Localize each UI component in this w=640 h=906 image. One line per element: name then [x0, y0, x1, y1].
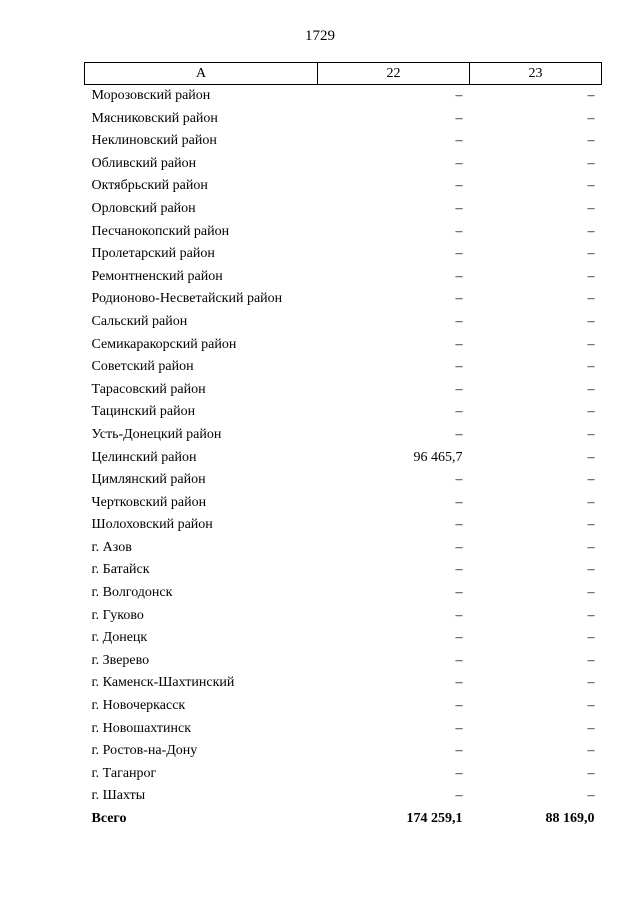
row-territory-name: Неклиновский район [91, 133, 217, 149]
row-territory-name: Орловский район [91, 200, 196, 216]
row-territory-name: Шолоховский район [91, 517, 213, 533]
table-row [85, 221, 602, 244]
table-row [85, 288, 602, 311]
table-row [85, 175, 602, 198]
row-territory-name: г. Ростов-на-Дону [91, 743, 198, 759]
total-value-col-23: 88 169,0 [545, 811, 595, 826]
table-row [85, 718, 602, 741]
row-value-col-22: – [455, 381, 463, 397]
table-row [85, 198, 602, 221]
row-territory-name: Сальский район [91, 313, 188, 329]
row-value-col-23: – [587, 539, 595, 555]
row-territory-name: г. Донецк [91, 630, 148, 646]
row-value-col-22: – [455, 607, 463, 623]
table-row [85, 379, 602, 402]
row-value-col-23: – [587, 472, 595, 488]
row-value-col-22: – [455, 698, 463, 714]
row-value-col-23: – [587, 449, 595, 465]
row-value-col-22: – [455, 223, 463, 239]
row-territory-name: г. Волгодонск [91, 585, 173, 601]
row-value-col-23: – [587, 404, 595, 420]
table-row [85, 130, 602, 153]
row-value-col-23: – [587, 675, 595, 691]
total-label: Всего [91, 811, 127, 826]
row-territory-name: Тарасовский район [91, 381, 206, 397]
table-header [85, 63, 602, 85]
table-row [85, 492, 602, 515]
table-row [85, 311, 602, 334]
row-value-col-23: – [587, 517, 595, 533]
row-value-col-22: – [455, 675, 463, 691]
row-value-col-23: – [587, 359, 595, 375]
row-territory-name: Октябрьский район [91, 178, 208, 194]
header-col-22: 22 [318, 63, 470, 85]
row-territory-name: г. Новочеркасск [91, 698, 186, 714]
row-value-col-23: – [587, 698, 595, 714]
row-value-col-22: – [455, 494, 463, 510]
row-territory-name: Мясниковский район [91, 110, 218, 126]
row-territory-name: Обливский район [91, 155, 197, 171]
row-territory-name: г. Таганрог [91, 765, 157, 781]
row-value-col-23: – [587, 268, 595, 284]
row-value-col-22: – [455, 585, 463, 601]
table-row [85, 763, 602, 786]
row-value-col-22: – [455, 472, 463, 488]
row-value-col-22: – [455, 200, 463, 216]
row-value-col-23: – [587, 200, 595, 216]
row-territory-name: Цимлянский район [91, 472, 206, 488]
header-col-23: 23 [470, 63, 602, 85]
row-value-col-23: – [587, 133, 595, 149]
row-territory-name: Целинский район [91, 449, 197, 465]
row-value-col-22: – [455, 562, 463, 578]
table-row [85, 469, 602, 492]
table-row [85, 785, 602, 808]
row-value-col-22: – [455, 336, 463, 352]
row-territory-name: г. Шахты [91, 788, 146, 804]
row-territory-name: Песчанокопский район [91, 223, 230, 239]
table-row [85, 514, 602, 537]
row-value-col-23: – [587, 630, 595, 646]
row-value-col-23: – [587, 652, 595, 668]
row-value-col-22: – [455, 539, 463, 555]
total-row [85, 808, 602, 831]
row-territory-name: Ремонтненский район [91, 268, 223, 284]
table-row [85, 559, 602, 582]
row-value-col-23: – [587, 494, 595, 510]
row-value-col-22: – [455, 788, 463, 804]
row-territory-name: г. Азов [91, 539, 132, 555]
table-row [85, 650, 602, 673]
row-value-col-22: – [455, 155, 463, 171]
row-value-col-23: – [587, 178, 595, 194]
row-value-col-22: – [455, 426, 463, 442]
row-value-col-23: – [587, 607, 595, 623]
row-value-col-23: – [587, 88, 595, 103]
table-row [85, 153, 602, 176]
row-territory-name: г. Каменск-Шахтинский [91, 675, 235, 691]
row-value-col-22: – [455, 404, 463, 420]
row-value-col-23: – [587, 765, 595, 781]
table-row [85, 537, 602, 560]
row-value-col-23: – [587, 426, 595, 442]
table-row [85, 108, 602, 131]
table-row [85, 424, 602, 447]
table-row [85, 582, 602, 605]
header-col-a: А [85, 63, 318, 85]
row-value-col-23: – [587, 110, 595, 126]
table-row [85, 627, 602, 650]
row-value-col-23: – [587, 246, 595, 262]
table-row [85, 243, 602, 266]
table-row [85, 85, 602, 108]
table-row [85, 740, 602, 763]
row-value-col-22: – [455, 720, 463, 736]
row-value-col-22: – [455, 630, 463, 646]
page-number: 1729 [305, 28, 335, 44]
table-row [85, 605, 602, 628]
row-value-col-23: – [587, 743, 595, 759]
row-value-col-23: – [587, 336, 595, 352]
row-value-col-23: – [587, 585, 595, 601]
row-territory-name: Советский район [91, 359, 194, 375]
row-value-col-23: – [587, 313, 595, 329]
row-value-col-22: 96 465,7 [413, 449, 463, 465]
row-value-col-22: – [455, 88, 463, 103]
header-row [85, 63, 602, 85]
row-territory-name: Морозовский район [91, 88, 211, 103]
row-territory-name: г. Новошахтинск [91, 720, 192, 736]
row-territory-name: Чертковский район [91, 494, 207, 510]
table-row [85, 672, 602, 695]
row-value-col-23: – [587, 562, 595, 578]
row-value-col-23: – [587, 155, 595, 171]
row-territory-name: Тацинский район [91, 404, 196, 420]
row-value-col-23: – [587, 381, 595, 397]
row-territory-name: г. Гуково [91, 607, 144, 623]
row-territory-name: г. Батайск [91, 562, 150, 578]
row-value-col-22: – [455, 268, 463, 284]
table-row [85, 266, 602, 289]
row-value-col-22: – [455, 246, 463, 262]
row-value-col-23: – [587, 788, 595, 804]
row-value-col-22: – [455, 652, 463, 668]
row-value-col-22: – [455, 313, 463, 329]
row-territory-name: Семикаракорский район [91, 336, 237, 352]
budget-table [84, 62, 602, 831]
row-territory-name: Пролетарский район [91, 246, 215, 262]
row-value-col-23: – [587, 291, 595, 307]
row-value-col-22: – [455, 517, 463, 533]
row-value-col-22: – [455, 110, 463, 126]
table-row [85, 695, 602, 718]
row-territory-name: Усть-Донецкий район [91, 426, 222, 442]
row-value-col-22: – [455, 291, 463, 307]
row-value-col-22: – [455, 743, 463, 759]
table-body [85, 85, 602, 831]
row-value-col-23: – [587, 720, 595, 736]
row-territory-name: г. Зверево [91, 652, 150, 668]
row-value-col-22: – [455, 765, 463, 781]
row-value-col-22: – [455, 178, 463, 194]
table-row [85, 356, 602, 379]
total-value-col-22: 174 259,1 [406, 811, 463, 826]
row-value-col-22: – [455, 133, 463, 149]
row-territory-name: Родионово-Несветайский район [91, 291, 283, 307]
table-row [85, 334, 602, 357]
row-value-col-22: – [455, 359, 463, 375]
table-row [85, 401, 602, 424]
row-value-col-23: – [587, 223, 595, 239]
table-row [85, 447, 602, 470]
